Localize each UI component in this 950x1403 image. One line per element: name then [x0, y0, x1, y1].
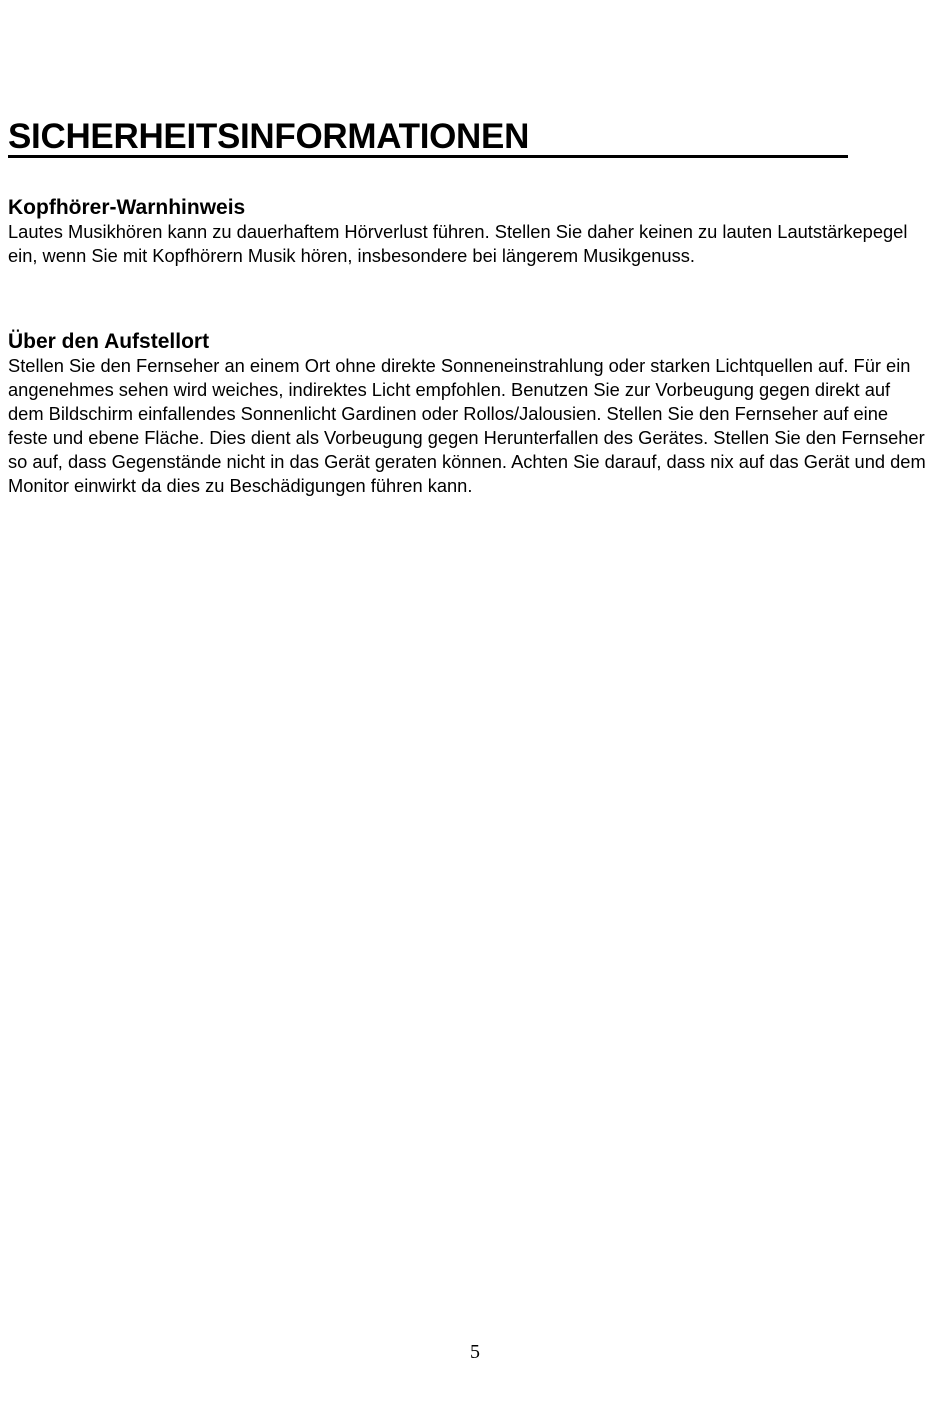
- page-title: SICHERHEITSINFORMATIONEN: [8, 118, 848, 158]
- placement-text: Stellen Sie den Fernseher an einem Ort ohne direkte Sonneneinstrahlung oder starken Lichtquellen auf. Für ein angenehmes sehen wird weiches, indirektes Licht empfohlen. Benutzen Sie zur Vorbeugung gegen direkt auf dem Bildschirm einfallendes Sonnenlicht Gardinen oder Rollos/Jalousien. Stellen Sie den Fernseher auf eine feste und ebene Fläche. Dies dient als Vorbeugung gegen Herunterfallen des Gerätes. Stellen Sie den Fernseher so auf, dass Gegenstände nicht in das Gerät geraten können. Achten Sie darauf, dass nix auf das Gerät und dem Monitor einwirkt da dies zu Beschädigungen führen kann.: [8, 355, 926, 496]
- page-number: 5: [470, 1341, 480, 1363]
- placement-section: [8, 330, 928, 498]
- headphone-warning-section: [8, 196, 928, 268]
- headphone-warning-text: Lautes Musikhören kann zu dauerhaftem Hörverlust führen. Stellen Sie daher keinen zu lauten Lautstärkepegel ein, wenn Sie mit Kopfhörern Musik hören, insbesondere bei längerem Musikgenuss.: [8, 221, 908, 266]
- headphone-warning-heading: Kopfhörer-Warnhinweis: [8, 196, 246, 219]
- placement-heading: Über den Aufstellort: [8, 330, 210, 353]
